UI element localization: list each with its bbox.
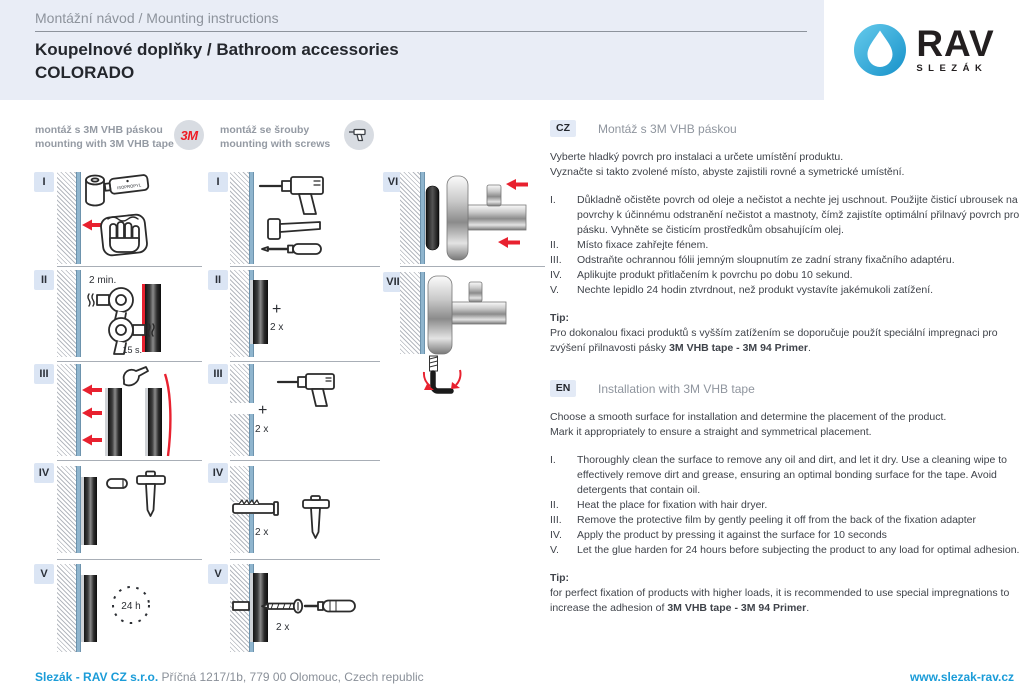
footer-company-line: [35, 670, 424, 684]
red-arrow-icon: [82, 435, 102, 446]
wall-graphic: [57, 466, 76, 553]
list-item-num: IV.: [550, 529, 562, 541]
step-tape-1-number: I: [34, 172, 54, 192]
logo-sub-text: SLEZÁK: [916, 62, 988, 74]
step-tape-5-number: V: [34, 564, 54, 584]
time-label: 24 h: [121, 601, 141, 612]
list-item: [550, 513, 1020, 528]
step-tape-3-number: III: [34, 364, 54, 384]
list-item-text: Nechte lepidlo 24 hodin ztvrdnout, než produkt vystavíte jakémukoli zatížení.: [577, 284, 934, 296]
instructions-panel: [550, 120, 1020, 616]
divider: [230, 266, 380, 267]
rotation-arrow-icon: [451, 370, 460, 389]
pin-icon: [107, 479, 127, 488]
wall-plug-stub: [233, 602, 249, 610]
list-item-text: Heat the place for fixation with hair dryer.: [577, 499, 768, 511]
logo-brand-text: RAV: [916, 22, 995, 64]
time-label: 15 s.: [122, 345, 142, 355]
drill-icon: [349, 127, 369, 143]
page-title: [35, 38, 399, 84]
wall-graphic: [57, 564, 76, 652]
cz-intro: [550, 150, 1020, 180]
list-item: [550, 193, 1020, 238]
list-item: [550, 238, 1020, 253]
peeled-film: [165, 374, 170, 456]
list-item-text: Místo fixace zahřejte fénem.: [577, 239, 709, 251]
red-arrow-icon: [498, 237, 520, 248]
wall-plug-icon: [233, 500, 278, 515]
en-tip: [550, 571, 1020, 616]
mounted-hook-product-icon: [428, 276, 506, 354]
list-item-text: Důkladně očistěte povrch od oleje a nečistot a nechte jej uschnout. Použijte čisticí ubrousek na povrchy k účinnému odstranění nečistot a mastnoty, čímž zajistíte optimální přilnavý povrch pro pásku. Vyhněte se čisticím prostředkům obsahujícím olej.: [577, 194, 1020, 236]
list-item-num: V.: [550, 284, 559, 296]
cleaning-wipe-icon: [100, 214, 148, 256]
plus-sign: +: [258, 402, 268, 419]
wall-graphic: [230, 172, 249, 264]
list-item-num: V.: [550, 544, 559, 556]
list-item-text: Apply the product by pressing it against the surface for 10 seconds: [577, 529, 887, 541]
step-final-7-number: VII: [383, 272, 403, 292]
list-item-num: II.: [550, 499, 559, 511]
red-arrow-icon: [82, 408, 102, 419]
screwdriver-icon: [262, 244, 321, 254]
water-drop-icon: [853, 23, 907, 77]
wall-surface: [76, 270, 81, 357]
en-block: [550, 380, 1020, 616]
title-line1: Koupelnové doplňky / Bathroom accessories: [35, 40, 399, 59]
step-screws-3-illustration: [230, 366, 380, 456]
time-label: 2 min.: [89, 275, 117, 286]
cz-tip-text: Pro dokonalou fixaci produktů s vyšším zatížením se doporučuje použít speciální impregnaci pro zvýšení přilnavosti pásky 3M VHB tape - 3M 94 Primer.: [550, 327, 998, 354]
3m-badge: [174, 120, 204, 150]
wall-graphic: [57, 270, 76, 357]
cz-steps-list: [550, 193, 1020, 298]
list-item-text: Remove the protective film by gently peeling it off from the back of the fixation adapter: [577, 514, 977, 526]
cz-section-title: Montáž s 3M VHB páskou: [598, 122, 737, 136]
3m-logo: 3M: [180, 127, 198, 143]
divider: [230, 559, 380, 560]
allen-key-icon: [433, 373, 451, 391]
title-line2: COLORADO: [35, 63, 135, 82]
divider: [57, 266, 202, 267]
en-section-header: [550, 380, 1020, 397]
step-screws-1-illustration: [258, 172, 380, 264]
isopropyl-label: ISOPROPYL: [116, 182, 142, 191]
method-screws-label: montáž se šrouby mounting with screws: [220, 124, 331, 150]
cz-intro-line2: Vyznačte si takto zvolené místo, abyste zajistili rovné a symetrické umístění.: [550, 166, 905, 178]
list-item-num: III.: [550, 254, 562, 266]
wall-graphic: [230, 270, 249, 357]
wall-graphic: [400, 172, 420, 264]
step-tape-4-number: IV: [34, 463, 54, 483]
red-arrow-icon: [506, 179, 528, 190]
set-screw-icon: [430, 356, 438, 371]
quantity-label: 2 x: [255, 424, 269, 435]
step-screws-4-number: IV: [208, 463, 228, 483]
en-section-title: Installation with 3M VHB tape: [598, 382, 755, 396]
list-item-text: Odstraňte ochrannou fólii jemným sloupnutím ze zadní strany fixačního adaptéru.: [577, 254, 955, 266]
document-subtitle: Montážní návod / Mounting instructions: [35, 10, 807, 32]
hand-icon: [110, 222, 139, 252]
fixation-adapter-icon: [303, 496, 329, 538]
plus-sign: +: [272, 301, 282, 318]
en-tip-label: Tip:: [550, 572, 570, 584]
drill-icon: [278, 374, 334, 406]
list-item-num: I.: [550, 454, 556, 466]
list-item: [550, 268, 1020, 283]
cz-tip: [550, 311, 1020, 356]
quantity-label: 2 x: [255, 527, 269, 538]
divider: [230, 460, 380, 461]
step-tape-1-illustration: [80, 172, 205, 264]
isopropyl-bottle-icon: [104, 175, 149, 195]
divider: [57, 361, 202, 362]
step-screws-5-number: V: [208, 564, 228, 584]
step-final-7-illustration: [412, 272, 550, 398]
step-tape-5-illustration: [85, 564, 203, 652]
screw-icon: [262, 600, 302, 613]
website-link[interactable]: www.slezak-rav.cz: [909, 670, 1014, 684]
drill-badge: [344, 120, 374, 150]
cz-tip-label: Tip:: [550, 312, 570, 324]
red-arrow-icon: [82, 385, 102, 396]
cz-badge: CZ: [550, 120, 576, 137]
en-intro: [550, 410, 1020, 440]
step-tape-2-illustration: [85, 272, 203, 356]
brand-logo: [824, 0, 1024, 100]
list-item-text: Thoroughly clean the surface to remove any oil and dirt, and let it dry. Use a cleaning wipe to effectively remove dirt and grease, ensuring an optimal bonding surface for the tape. Avoid detergents that contain oil.: [577, 454, 1007, 496]
divider: [57, 559, 202, 560]
company-name: Slezák - RAV CZ s.r.o.: [35, 670, 159, 684]
wall-graphic: [57, 364, 76, 456]
list-item: [550, 543, 1020, 558]
step-screws-4-illustration: [230, 466, 380, 553]
step-tape-4-illustration: [85, 466, 203, 554]
list-item-text: Let the glue harden for 24 hours before subjecting the product to any load for optimal adhesion.: [577, 544, 1020, 556]
cz-block: [550, 120, 1020, 356]
company-address: Příčná 1217/1b, 779 00 Olomouc, Czech republic: [158, 670, 424, 684]
mounted-adapter: [426, 186, 439, 250]
red-arrow-icon: [82, 220, 102, 231]
wall-graphic: [57, 172, 76, 264]
drill-icon: [260, 177, 323, 214]
divider: [400, 266, 545, 267]
method-tape-label: montáž s 3M VHB páskou mounting with 3M VHB tape: [35, 124, 174, 150]
drilled-hole: [230, 403, 254, 414]
fixation-adapter-icon: [137, 472, 165, 517]
en-intro-line2: Mark it appropriately to ensure a straight and symmetrical placement.: [550, 426, 872, 438]
step-screws-2-number: II: [208, 270, 228, 290]
list-item-text: Aplikujte produkt přitlačením k povrchu po dobu 10 sekund.: [577, 269, 853, 281]
list-item: [550, 498, 1020, 513]
quantity-label: 2 x: [276, 622, 290, 633]
cz-intro-line1: Vyberte hladký povrch pro instalaci a určete umístění produktu.: [550, 151, 844, 163]
step-screws-2-illustration: [258, 272, 378, 356]
divider: [230, 361, 380, 362]
list-item: [550, 528, 1020, 543]
step-screws-5-illustration: [230, 564, 385, 652]
list-item-num: IV.: [550, 269, 562, 281]
en-badge: EN: [550, 380, 576, 397]
divider: [57, 460, 202, 461]
step-screws-3-number: III: [208, 364, 228, 384]
list-item-num: I.: [550, 194, 556, 206]
paper-roll-icon: [86, 176, 104, 206]
list-item: [550, 283, 1020, 298]
logo-wordmark: [916, 22, 995, 74]
cz-section-header: [550, 120, 1020, 137]
en-intro-line1: Choose a smooth surface for installation and determine the placement of the product.: [550, 411, 947, 423]
en-steps-list: [550, 453, 1020, 558]
peeling-hand-icon: [124, 367, 148, 385]
wall-surface: [249, 172, 254, 264]
step-tape-3-illustration: [80, 366, 205, 458]
hammer-icon: [268, 219, 320, 239]
quantity-label: 2 x: [270, 322, 284, 333]
en-tip-text: for perfect fixation of products with higher loads, it is recommended to use special impregnations to increase the adhesion of 3M VHB tape - 3M 94 Primer.: [550, 587, 1010, 614]
screwdriver-icon: [305, 601, 355, 612]
list-item: [550, 253, 1020, 268]
list-item-num: III.: [550, 514, 562, 526]
list-item: [550, 453, 1020, 498]
step-screws-1-number: I: [208, 172, 228, 192]
list-item-num: II.: [550, 239, 559, 251]
step-final-6-number: VI: [383, 172, 403, 192]
step-tape-2-number: II: [34, 270, 54, 290]
step-final-6-illustration: [424, 172, 545, 264]
